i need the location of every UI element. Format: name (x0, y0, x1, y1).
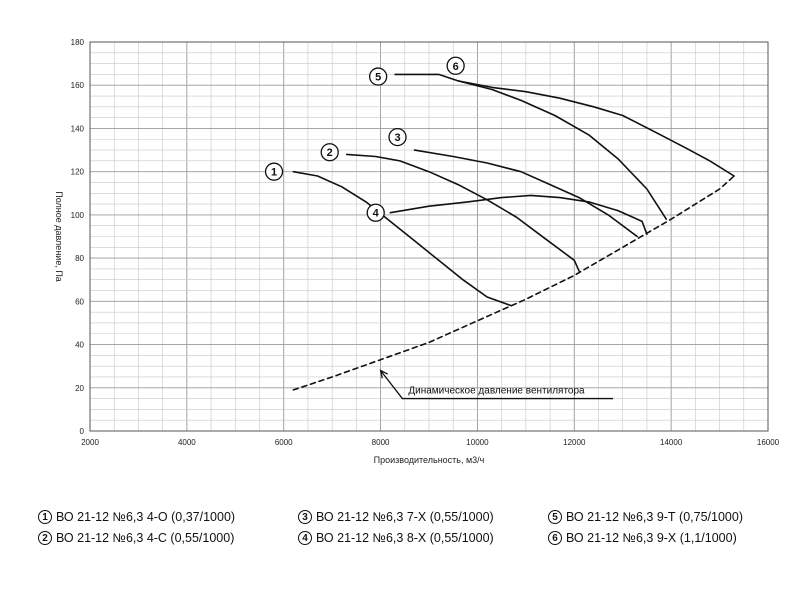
legend-item (38, 531, 298, 545)
curve-marker-label: 2 (326, 147, 333, 160)
legend-item (548, 510, 798, 524)
curve-marker-2 (321, 144, 338, 161)
curve-marker-3 (389, 129, 406, 146)
series (293, 71, 734, 390)
series-line-1 (293, 172, 511, 306)
x-tick-label: 14000 (660, 438, 683, 447)
legend-item (38, 510, 298, 524)
y-tick-label: 180 (70, 38, 84, 47)
y-tick-label: 140 (70, 124, 84, 134)
x-tick-label: 12000 (563, 438, 586, 447)
x-tick-label: 6000 (274, 438, 293, 447)
x-tick-label: 10000 (466, 438, 489, 447)
y-axis-label: Полное давление, Па (54, 191, 64, 282)
legend-text: ВО 21-12 №6,3 4-С (0,55/1000) (56, 531, 235, 545)
legend-item (298, 531, 548, 545)
legend-number: 3 (298, 510, 312, 524)
curve-marker-label: 3 (394, 132, 401, 145)
annotation (381, 370, 613, 398)
legend-number: 1 (38, 510, 52, 524)
curve-marker-label: 1 (270, 166, 278, 179)
legend-item (548, 531, 798, 545)
curve-marker-5 (370, 68, 387, 85)
dynamic-pressure-curve (293, 176, 734, 390)
y-tick-label: 100 (70, 210, 84, 220)
curve-marker-label: 4 (372, 207, 379, 220)
y-tick-label: 0 (79, 427, 84, 436)
legend-text: ВО 21-12 №6,3 9-Т (0,75/1000) (566, 510, 743, 524)
curve-marker-6 (447, 57, 464, 74)
curve-marker-1 (266, 163, 283, 180)
x-tick-label: 16000 (756, 438, 780, 447)
y-tick-label: 160 (70, 81, 84, 91)
legend-text: ВО 21-12 №6,3 8-Х (0,55/1000) (316, 531, 494, 545)
x-axis-label: Производительность, м3/ч (373, 455, 485, 465)
legend-text: ВО 21-12 №6,3 4-О (0,37/1000) (56, 510, 236, 524)
x-tick-label: 2000 (81, 438, 99, 447)
x-tick-label: 8000 (371, 438, 390, 447)
y-tick-label: 40 (75, 340, 84, 350)
y-tick-label: 20 (75, 383, 84, 393)
legend-number: 6 (548, 531, 562, 545)
legend-text: ВО 21-12 №6,3 7-Х (0,55/1000) (316, 510, 494, 524)
curve-marker-label: 6 (452, 60, 459, 73)
annotation-text: Динамическое давление вентилятора (408, 385, 585, 397)
legend (38, 510, 798, 545)
legend-number: 4 (298, 531, 312, 545)
y-tick-label: 80 (75, 254, 84, 264)
curve-marker-label: 5 (375, 71, 382, 84)
legend-item (298, 510, 548, 524)
y-tick-label: 120 (70, 167, 84, 177)
legend-number: 2 (38, 531, 52, 545)
legend-number: 5 (548, 510, 562, 524)
x-tick-label: 4000 (177, 438, 196, 447)
legend-text: ВО 21-12 №6,3 9-Х (1,1/1000) (566, 531, 737, 545)
curve-marker-4 (367, 204, 384, 221)
grid (90, 42, 768, 431)
y-tick-label: 60 (75, 297, 84, 307)
